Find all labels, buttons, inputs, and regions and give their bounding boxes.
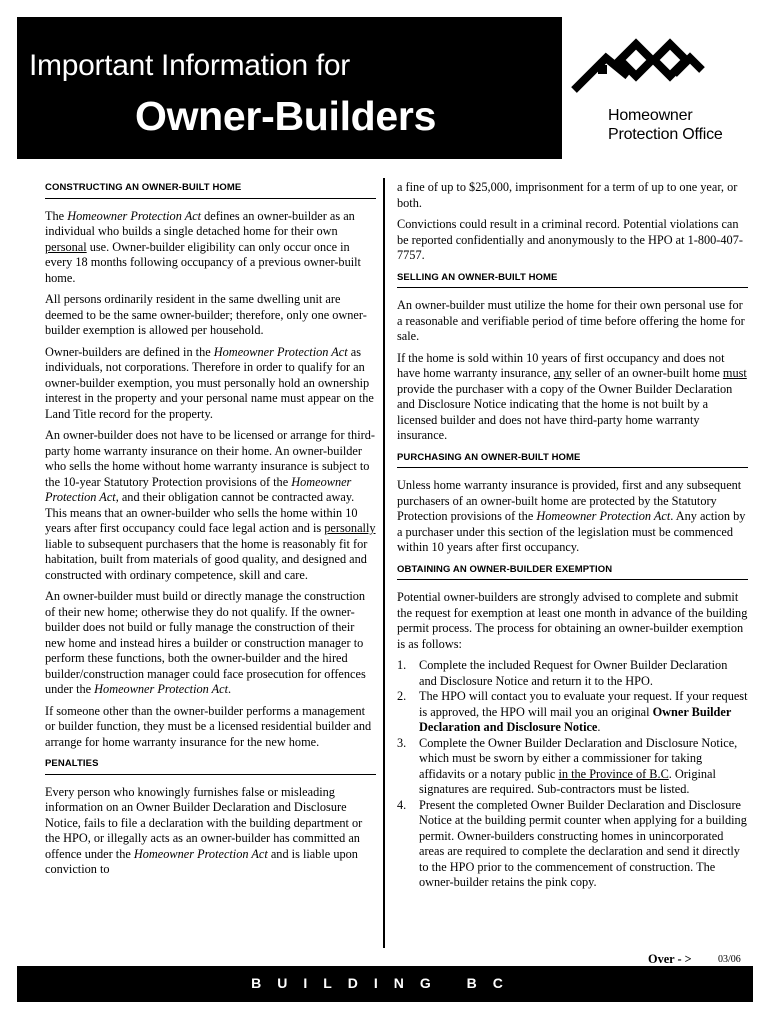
list-item: 2. The HPO will contact you to evaluate your request. If your request is approved, the HPO will mail you an original Owner Builder Declaration and Disclosure Notice. [397, 689, 748, 734]
hpo-logo-text [608, 106, 723, 144]
paragraph: The Homeowner Protection Act defines an owner-builder as an individual who builds a single detached home for their own personal use. Owner-builder eligibility can only occur once in every 18 months following occupancy of a previous owner-built home. [45, 208, 361, 285]
paragraph: Unless home warranty insurance is provided, first and any subsequent purchasers of an owner-built home are protected by the Statutory Protection provisions of the Homeowner Protection Act. Any action by a purchaser under this section of the legislation must be commenced within 10 years after first occupancy. [397, 478, 746, 554]
section-heading-constructing: CONSTRUCTING AN OWNER-BUILT HOME [45, 180, 376, 199]
left-column [45, 180, 376, 884]
footer-banner [17, 966, 753, 1002]
paragraph: An owner-builder must utilize the home for their own personal use for a reasonable and verifiable period of time before offering the home for sale. [397, 298, 745, 343]
logo-name-line-1: Homeowner [608, 107, 693, 124]
section-heading-obtaining: OBTAINING AN OWNER-BUILDER EXEMPTION [397, 562, 748, 581]
title-line-2: Owner-Builders [135, 93, 437, 139]
section-heading-selling: SELLING AN OWNER-BUILT HOME [397, 270, 748, 289]
logo-name-line-2: Protection Office [608, 126, 723, 143]
paragraph: If the home is sold within 10 years of first occupancy and does not have home warranty insurance, any seller of an owner-built home must provide the purchaser with a copy of the Owner Builder Declaration and Disclosure Notice indicating that the home is not built by a licensed builder and does not have third-party home warranty insurance. [397, 350, 747, 442]
paragraph: Potential owner-builders are strongly advised to complete and submit the request for exemption at least one month in advance of the building permit process. The process for obtaining an owner-builder exemption is as follows: [397, 590, 748, 651]
form-date-code: 03/06 [718, 954, 741, 965]
paragraph: Convictions could result in a criminal record. Potential violations can be reported confidentially and anonymously to the HPO at 1-800-407-7757. [397, 217, 743, 262]
paragraph: An owner-builder does not have to be licensed or arrange for third-party home warranty insurance on their home. An owner-builder who sells the home without home warranty insurance is subject to the 10-year Statutory Protection provisions of the Homeowner Protection Act, and their obligation cannot be contracted away. This means that an owner-builder who sells the home within 10 years after first occupancy could face legal action and is personally liable to subsequent purchasers that the home is reasonably fit for habitation, built from materials of good quality, and designed and constructed with ordinary competence, skill and care. [45, 428, 376, 582]
column-divider [383, 178, 385, 948]
paragraph: An owner-builder must build or directly manage the construction of their new home; otherwise they do not qualify. If the owner-builder does not build or fully manage the construction of their new home and instead hires a builder or construction manager to perform these functions, both the owner-builder and the hired builder/construction manager could face prosecution for offences under the Homeowner Protection Act. [45, 589, 366, 696]
section-heading-purchasing: PURCHASING AN OWNER-BUILT HOME [397, 450, 748, 469]
over-page-indicator: Over - > [648, 952, 692, 966]
title-line-1: Important Information for [29, 49, 350, 82]
list-item: 1. Complete the included Request for Owner Builder Declaration and Disclosure Notice and return it to the HPO. [397, 658, 728, 688]
paragraph: a fine of up to $25,000, imprisonment for a term of up to one year, or both. [397, 180, 738, 210]
paragraph: Owner-builders are defined in the Homeowner Protection Act as individuals, not corporations. Therefore in order to qualify for an owner-builder exemption, you must personally hold an ownership interest in the property and your personal name must appear on the Land Title record for the property. [45, 344, 374, 421]
right-column [397, 180, 748, 891]
exemption-steps-list [397, 658, 748, 891]
paragraph: Every person who knowingly furnishes false or misleading information on an Owner Builder Declaration and Disclosure Notice, fails to file a declaration with the building department or the HPO, or illegally acts as an owner-builder has committed an offence under the Homeowner Protection Act and is liable upon conviction to [45, 784, 363, 876]
paragraph: All persons ordinarily resident in the same dwelling unit are deemed to be the same owner-builder; therefore, only one owner-builder exemption is allowed per household. [45, 292, 367, 337]
paragraph: If someone other than the owner-builder performs a management or builder function, they must be a licensed residential builder and arrange for home warranty insurance for the new home. [45, 703, 372, 749]
title-banner [17, 17, 562, 159]
footer-banner-text: BUILDING BC [251, 975, 519, 991]
list-item: 3. Complete the Owner Builder Declaration and Disclosure Notice, which must be sworn by either a commissioner for taking affidavits or a notary public in the Province of B.C. Original signatures are required. Sub-contractors must be listed. [397, 735, 738, 796]
list-item: 4. Present the completed Owner Builder Declaration and Disclosure Notice at the building permit counter when applying for a building permit. Owner-builders constructing homes in unincorporated areas are required to complete the declaration and send it directly to the HPO prior to the commencement of construction. The owner-builder retains the pink copy. [397, 797, 747, 889]
hpo-house-logo-icon [570, 38, 705, 98]
section-heading-penalties: PENALTIES [45, 756, 376, 775]
